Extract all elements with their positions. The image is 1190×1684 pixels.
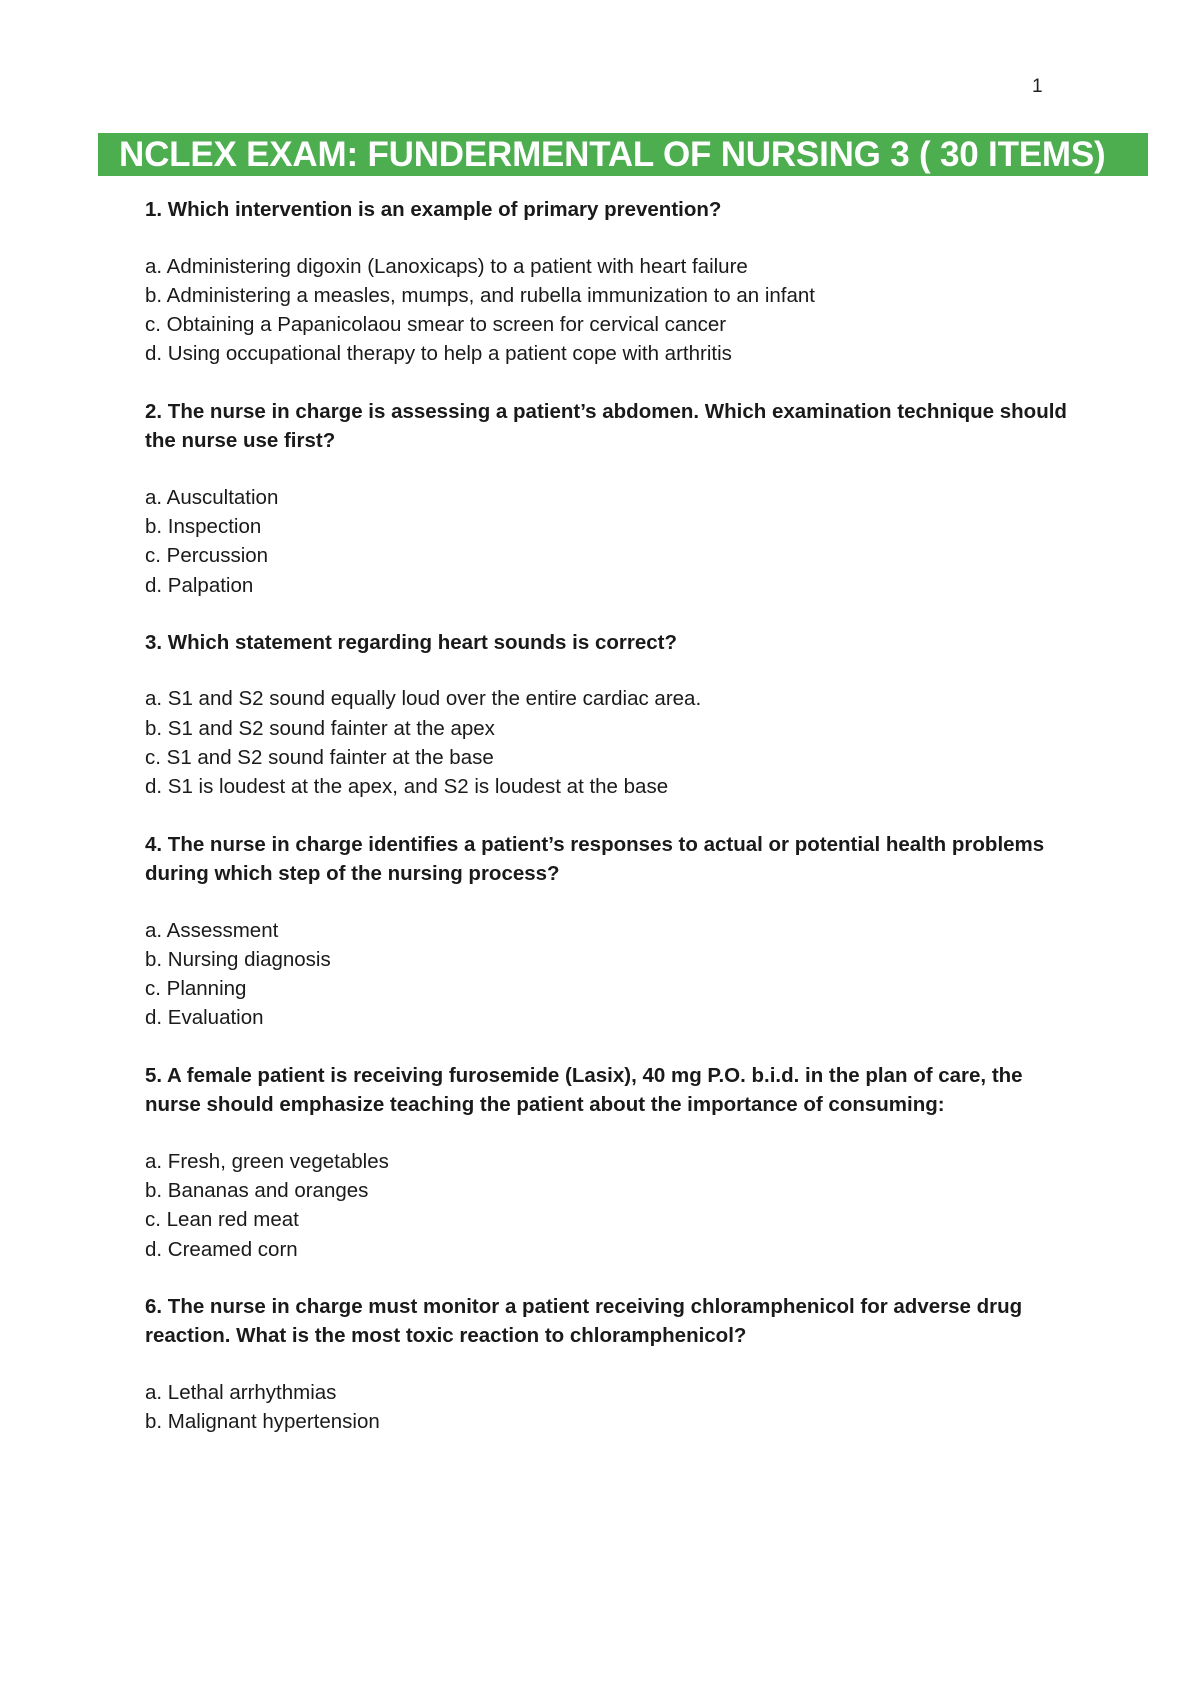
- question-text: 5. A female patient is receiving furosemide (Lasix), 40 mg P.O. b.i.d. in the plan of care, the nurse should emphasize teaching the patient about the importance of consuming:: [145, 1063, 1023, 1117]
- option-c: c. Obtaining a Papanicolaou smear to screen for cervical cancer: [145, 313, 727, 337]
- option-d: d. S1 is loudest at the apex, and S2 is loudest at the base: [145, 775, 669, 799]
- option-list: [145, 1378, 1075, 1437]
- page-number: 1: [1032, 76, 1043, 97]
- option-a: a. Auscultation: [145, 485, 279, 509]
- option-a: a. Lethal arrhythmias: [145, 1380, 337, 1404]
- option-b: b. Inspection: [145, 514, 262, 538]
- question-1: [145, 195, 1075, 369]
- option-list: [145, 684, 1075, 801]
- option-list: [145, 916, 1075, 1033]
- option-a: a. S1 and S2 sound equally loud over the entire cardiac area.: [145, 687, 702, 711]
- option-d: d. Creamed corn: [145, 1237, 298, 1261]
- option-list: [145, 483, 1075, 600]
- question-text: 3. Which statement regarding heart sounds is correct?: [145, 630, 677, 654]
- question-text: 4. The nurse in charge identifies a patient’s responses to actual or potential health problems during which step of the nursing process?: [145, 832, 1045, 886]
- option-a: a. Administering digoxin (Lanoxicaps) to a patient with heart failure: [145, 254, 748, 278]
- question-6: [145, 1292, 1075, 1437]
- question-list: [145, 195, 1075, 1465]
- question-2: [145, 397, 1075, 600]
- option-b: b. S1 and S2 sound fainter at the apex: [145, 716, 495, 740]
- question-5: [145, 1061, 1075, 1264]
- option-c: c. Planning: [145, 977, 247, 1001]
- option-list: [145, 1147, 1075, 1264]
- question-text: 2. The nurse in charge is assessing a patient’s abdomen. Which examination technique should the nurse use first?: [145, 399, 1067, 453]
- option-d: d. Evaluation: [145, 1006, 264, 1030]
- question-text: 1. Which intervention is an example of primary prevention?: [145, 198, 722, 221]
- option-c: c. S1 and S2 sound fainter at the base: [145, 745, 494, 769]
- option-c: c. Lean red meat: [145, 1208, 299, 1232]
- title-banner: [98, 133, 1148, 176]
- option-b: b. Nursing diagnosis: [145, 947, 331, 971]
- option-b: b. Malignant hypertension: [145, 1410, 380, 1434]
- page-title: NCLEX EXAM: FUNDERMENTAL OF NURSING 3 ( 30 ITEMS): [119, 135, 1106, 174]
- option-c: c. Percussion: [145, 544, 269, 568]
- option-d: d. Using occupational therapy to help a patient cope with arthritis: [145, 342, 732, 366]
- option-d: d. Palpation: [145, 573, 254, 597]
- option-b: b. Administering a measles, mumps, and rubella immunization to an infant: [145, 283, 816, 307]
- option-a: a. Assessment: [145, 918, 279, 942]
- question-3: [145, 628, 1075, 802]
- question-text: 6. The nurse in charge must monitor a patient receiving chloramphenicol for adverse drug reaction. What is the most toxic reaction to chloramphenicol?: [145, 1294, 1023, 1348]
- option-list: [145, 252, 1075, 369]
- question-4: [145, 830, 1075, 1033]
- option-b: b. Bananas and oranges: [145, 1179, 369, 1203]
- option-a: a. Fresh, green vegetables: [145, 1149, 389, 1173]
